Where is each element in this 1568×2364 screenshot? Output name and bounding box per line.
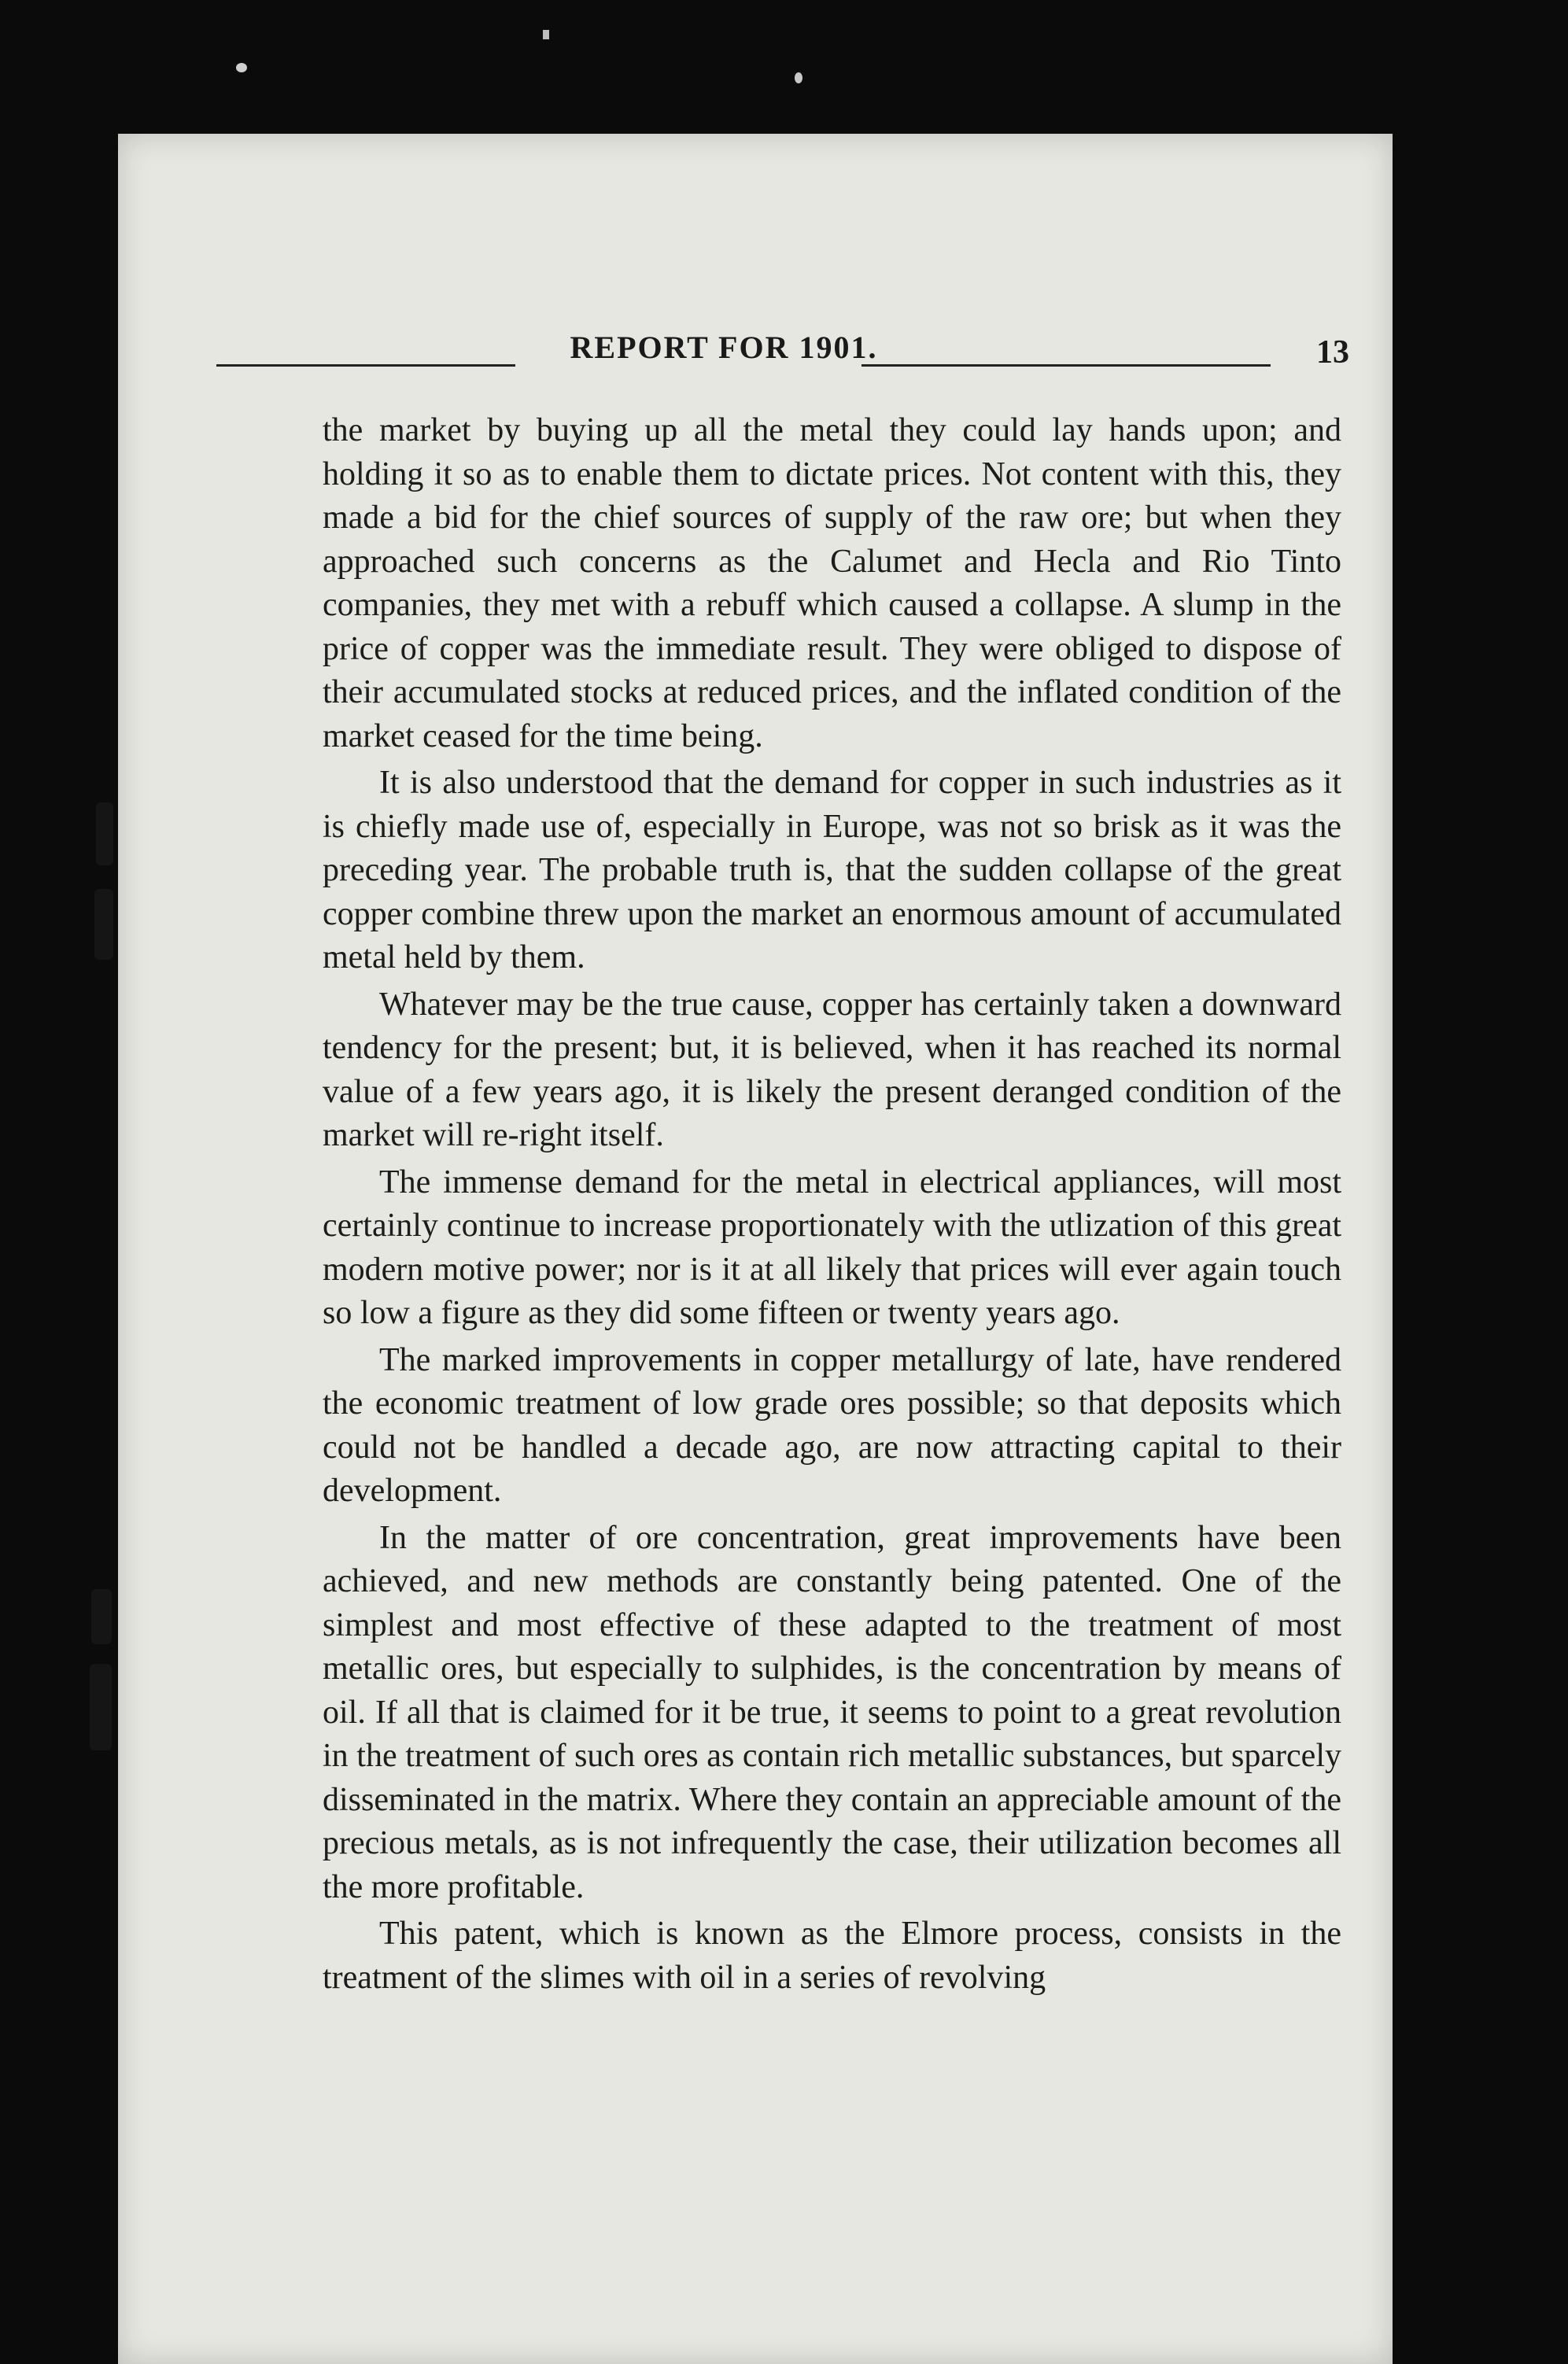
- paragraph: The marked improvements in copper metallurgy of late, have rendered the economic treatment of low grade ores possible; so that deposits which could not be handled a decade ago, are now attracting capital to their development.: [323, 1341, 1341, 1509]
- margin-ink-mark: [96, 802, 113, 865]
- margin-ink-mark: [91, 1589, 112, 1644]
- margin-ink-mark: [90, 1664, 112, 1750]
- paragraph: the market by buying up all the metal they could lay hands upon; and holding it so as to enable them to dictate prices. Not content with this, they made a bid for the chief sources of supply of the raw ore; but when they approached such concerns as the Calumet and Hecla and Rio Tinto companies, they met with a rebuff which caused a collapse. A slump in the price of copper was the immediate result. They were obliged to dispose of their accumulated stocks at reduced prices, and the inflated condition of the market ceased for the time being.: [323, 412, 1341, 754]
- running-head: REPORT FOR 1901.: [570, 330, 878, 365]
- paragraph: The immense demand for the metal in electrical appliances, will most certainly continue to increase proportionately with the utlization of this great modern motive power; nor is it at all likely that prices will ever again touch so low a figure as they did some fifteen or twenty years ago.: [323, 1164, 1341, 1331]
- page-number: 13: [1316, 334, 1349, 371]
- paragraph: Whatever may be the true cause, copper has certainly taken a downward tendency for the present; but, it is believed, when it has reached its normal value of a few years ago, it is likely the present deranged condition of the market will re-right itself.: [323, 986, 1341, 1153]
- margin-ink-mark: [94, 889, 113, 960]
- header-rule-right: [861, 364, 1271, 367]
- scan-speck: [236, 63, 247, 72]
- body-text: [323, 409, 1341, 2003]
- scan-speck: [543, 30, 549, 39]
- page-header: [216, 329, 1349, 376]
- paragraph: This patent, which is known as the Elmore process, consists in the treatment of the slimes with oil in a series of revolving: [323, 1916, 1341, 1996]
- paragraph: In the matter of ore concentration, great improvements have been achieved, and new methods are constantly being patented. One of the simplest and most effective of these adapted to the treatment of most metallic ores, but especially to sulphides, is the concentration by means of oil. If all that is claimed for it be true, it seems to point to a great revolution in the treatment of such ores as contain rich metallic substances, but sparcely disseminated in the matrix. Where they contain an appreciable amount of the precious metals, as is not infrequently the case, their utilization becomes all the more profitable.: [323, 1519, 1341, 1905]
- scan-speck: [795, 72, 802, 83]
- paragraph: It is also understood that the demand for copper in such industries as it is chiefly made use of, especially in Europe, was not so brisk as it was the preceding year. The probable truth is, that the sudden collapse of the great copper combine threw upon the market an enormous amount of accumulated metal held by them.: [323, 765, 1341, 975]
